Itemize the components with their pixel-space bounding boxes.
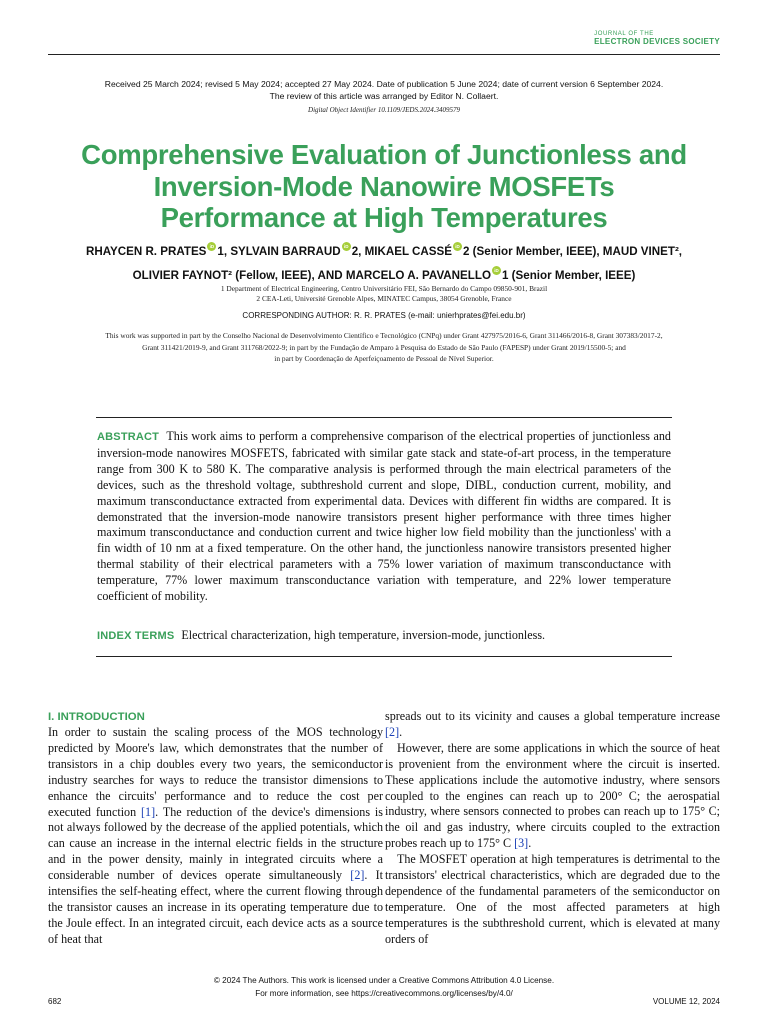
citation-link[interactable]: [2]	[350, 868, 365, 883]
index-terms-text: Electrical characterization, high temperature, inversion-mode, junctionless.	[181, 628, 546, 642]
abstract	[97, 429, 671, 605]
title-line: Comprehensive Evaluation of Junctionless and	[81, 139, 687, 170]
paragraph-text: .	[399, 724, 403, 739]
left-column	[48, 709, 383, 948]
paper-title	[40, 139, 728, 234]
author-affil-sup: 2	[351, 245, 359, 258]
title-line: Inversion-Mode Nanowire MOSFETs	[153, 170, 615, 202]
paragraph-text: In order to sustain the scaling process of the MOS technology predicted by Moore's law, which demonstrates that the number of transistors in a chip doubles every two years, the semiconductor industry searches for ways to reduce the transistor dimensions to enhance the circuits' performance and to reduce the cost per executed function	[48, 725, 383, 819]
affiliation: 1 Department of Electrical Engineering, Centro Universitário FEI, São Bernardo do Campo 09850-901, Brazil	[220, 284, 548, 293]
right-column	[385, 709, 720, 948]
journal-logo-line2: ELECTRON DEVICES SOCIETY	[594, 37, 720, 46]
corresponding-author: CORRESPONDING AUTHOR: R. R. PRATES (e-mail: unierhprates@fei.edu.br)	[242, 311, 526, 320]
doi: Digital Object Identifier 10.1109/JEDS.2024.3409579	[308, 106, 460, 114]
abstract-label: ABSTRACT	[97, 431, 160, 443]
abstract-top-rule	[96, 417, 672, 418]
author-name: RHAYCEN R. PRATES	[85, 245, 207, 258]
author-list	[20, 240, 748, 288]
funding-line: in part by Coordenação de Aperfeiçoamento de Pessoal de Nível Superior.	[274, 354, 494, 364]
orcid-icon[interactable]	[492, 266, 501, 275]
paragraph-text: spreads out to its vicinity and causes a global temperature increase	[385, 709, 720, 723]
section-heading: I. INTRODUCTION	[48, 711, 145, 723]
citation-link[interactable]: [2]	[385, 724, 400, 739]
journal-logo-line1: JOURNAL OF THE	[594, 31, 654, 37]
paragraph	[385, 741, 720, 852]
author-affil-sup: 1	[501, 269, 509, 282]
funding-line: Grant 311421/2019-9, and Grant 311768/2022-9; in part by the Fundação de Amparo à Pesquisa do Estado de São Paulo (FAPESP) under Grant 2019/15500-5; and	[142, 342, 626, 352]
paragraph-text: . The reduction of the device's dimensions is not always followed by the decrease of the applied potentials, which can cause an increase in the internal electric fields in the structure and in the power density, mainly in integrated circuits where a considerable number of devices operate simultaneously	[48, 804, 383, 883]
author-line	[20, 240, 748, 264]
index-terms	[97, 627, 671, 644]
journal-logo	[594, 31, 720, 46]
paragraph	[385, 709, 720, 741]
author-name: OLIVIER FAYNOT² (Fellow, IEEE), AND MARCELO A. PAVANELLO	[132, 269, 491, 282]
editor-line: The review of this article was arranged by Editor N. Collaert.	[269, 91, 499, 101]
paragraph-text: .	[528, 836, 532, 851]
citation-link[interactable]: [1]	[141, 804, 156, 819]
title-line: Performance at High Temperatures	[160, 202, 608, 233]
citation-link[interactable]: [3]	[514, 836, 529, 851]
affiliation: 2 CEA-Leti, Université Grenoble Alpes, MINATEC Campus, 38054 Grenoble, France	[256, 294, 512, 303]
received-line: Received 25 March 2024; revised 5 May 2024; accepted 27 May 2024. Date of publication 5 June 2024; date of current version 6 September 2024.	[104, 79, 664, 89]
license-line: © 2024 The Authors. This work is licensed under a Creative Commons Attribution 4.0 License.	[213, 976, 555, 985]
author-affil-sup: 1	[217, 245, 224, 258]
paragraph-text: . It intensifies the self-heating effect, where the current flowing through the transistor causes an increase in its operating temperature due to the Joule effect. In an integrated circuit, each device acts as a source of heat that	[48, 868, 383, 946]
header-rule	[48, 54, 720, 55]
abstract-bottom-rule	[96, 656, 672, 657]
license-link[interactable]: For more information, see https://creativecommons.org/licenses/by/4.0/	[255, 989, 513, 998]
author-name: , MIKAEL CASSÉ	[358, 245, 452, 258]
funding-note	[48, 330, 720, 365]
volume-info: VOLUME 12, 2024	[652, 997, 720, 1006]
orcid-icon[interactable]	[453, 242, 462, 251]
index-terms-label: INDEX TERMS	[97, 630, 175, 642]
author-affil-sup: 2	[462, 245, 470, 258]
page-number: 682	[48, 997, 62, 1006]
paragraph: The MOSFET operation at high temperatures is detrimental to the transistors' electrical characteristics, which are degraded due to the dependence of the fundamental parameters of the semiconductor on temperature. One of the most affected parameters at high temperatures is the subthreshold current, which is elevated at many orders of	[385, 852, 720, 946]
author-role: (Senior Member, IEEE), MAUD VINET²,	[469, 245, 683, 258]
received-dates	[0, 78, 768, 102]
orcid-icon[interactable]	[207, 242, 216, 251]
author-role: (Senior Member, IEEE)	[508, 269, 636, 282]
funding-line: This work was supported in part by the Conselho Nacional de Desenvolvimento Científico e Tecnológico (CNPq) under Grant 427975/2016-6, Grant 311466/2016-8, Grant 307383/2017-2,	[105, 331, 663, 340]
paragraph	[48, 725, 383, 948]
author-name: , SYLVAIN BARRAUD	[223, 245, 341, 258]
abstract-text: This work aims to perform a comprehensive comparison of the electrical properties of junctionless and inversion-mode nanowires MOSFETS, fabricated with similar gate stack and state-of-art process, in the temperature range from 300 K to 580 K. The comparative analysis is performed through the main electrical parameters of the devices, such as the threshold voltage, subthreshold current and slope, DIBL, conduction current, mobility, and maximum transconductance extracted from experimental data. Devices with different fin widths are compared. It is demonstrated that the inversion-mode nanowire transistors present higher performance with three times higher maximum transconductance and conduction current and twice higher low field mobility than the junctionless' with a fin width of 10 nm at a fixed temperature. On the other hand, the junctionless nanowire transistors presented higher thermal stability of their electrical parameters with a 75% lower variation of maximum transconductance with temperature, 77% lower maximum transconductance variation with temperature, and 22% lower temperature coefficient of mobility.	[97, 429, 671, 604]
orcid-icon[interactable]	[342, 242, 351, 251]
paragraph-text: However, there are some applications in which the source of heat is provenient from the environment where the circuit is inserted. These applications include the automotive industry, where sensors coupled to the engines can reach up to 200° C; the aerospatial industry, where sensors connected to probes can reach up to 175° C; the oil and gas industry, where circuits coupled to the extraction probes reach up to 175° C	[385, 740, 720, 851]
affiliations	[0, 284, 768, 304]
